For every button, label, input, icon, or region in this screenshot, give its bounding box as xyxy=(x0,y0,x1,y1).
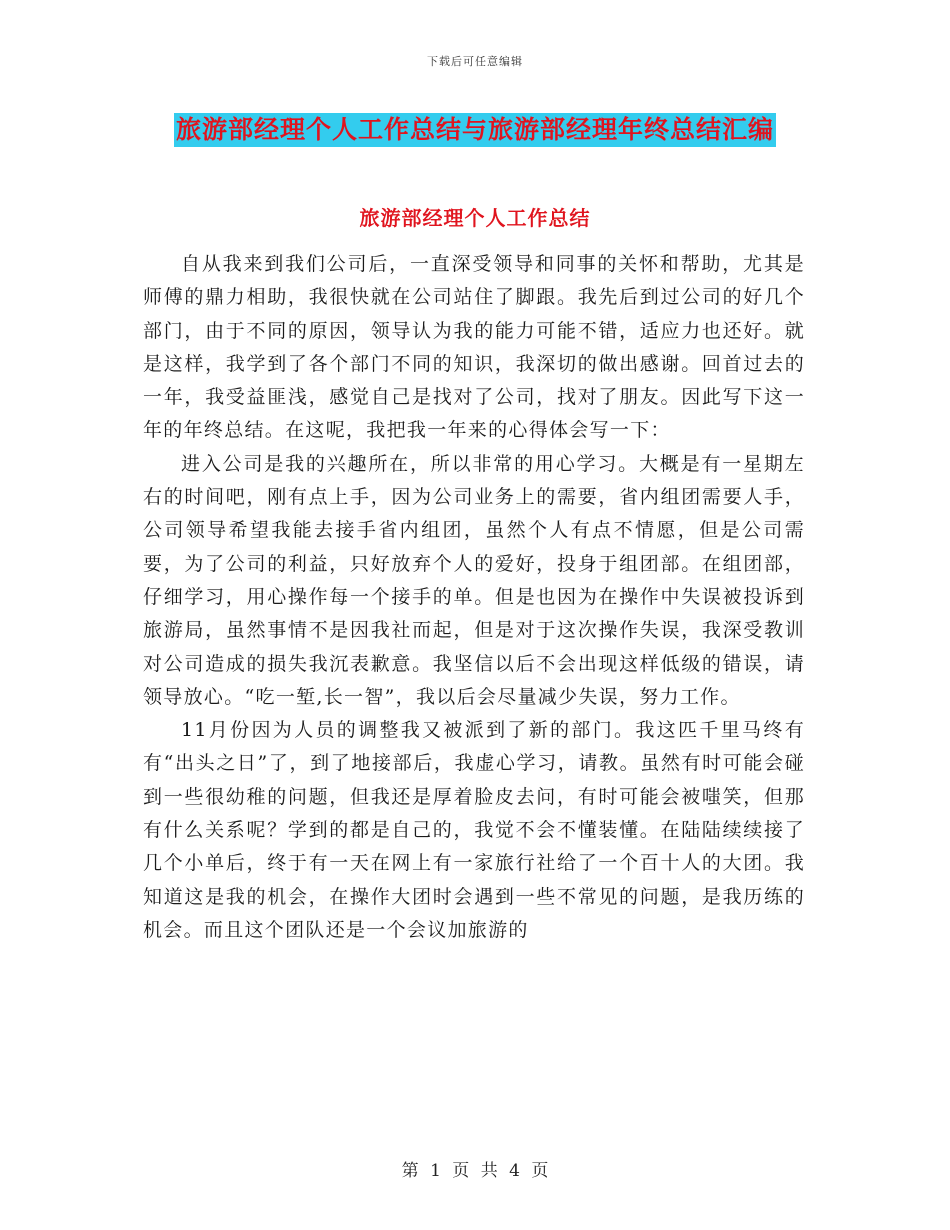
paragraph-3: 11月份因为人员的调整我又被派到了新的部门。我这匹千里马终有有“出头之日”了，到了地接部后，我虚心学习，请教。虽然有时可能会碰到一些很幼稚的问题，但我还是厚着脸皮去问，有时可能会被嗤笑，但那有什么关系呢？学到的都是自己的，我觉不会不懂装懂。在陆陆续续接了几个小单后，终于有一天在网上有一家旅行社给了一个百十人的大团。我知道这是我的机会，在操作大团时会遇到一些不常见的问题，是我历练的机会。而且这个团队还是一个会议加旅游的 xyxy=(143,719,805,941)
header-note: 下载后可任意编辑 xyxy=(427,55,523,68)
page-number-footer: 第 1 页 共 4 页 xyxy=(401,1161,549,1181)
section-title: 旅游部经理个人工作总结 xyxy=(359,206,591,230)
paragraph-2: 进入公司是我的兴趣所在，所以非常的用心学习。大概是有一星期左右的时间吧，刚有点上手，因为公司业务上的需要，省内组团需要人手，公司领导希望我能去接手省内组团，虽然个人有点不情愿，但是公司需要，为了公司的利益，只好放弃个人的爱好，投身于组团部。在组团部，仔细学习，用心操作每一个接手的单。但是也因为在操作中失误被投诉到旅游局，虽然事情不是因我社而起，但是对于这次操作失误，我深受教训对公司造成的损失我沉表歉意。我坚信以后不会出现这样低级的错误，请领导放心。“吃一堑,长一智”，我以后会尽量减少失误，努力工作。 xyxy=(143,452,805,708)
document-title: 旅游部经理个人工作总结与旅游部经理年终总结汇编 xyxy=(174,113,776,147)
paragraph-1: 自从我来到我们公司后，一直深受领导和同事的关怀和帮助，尤其是师傅的鼎力相助，我很快就在公司站住了脚跟。我先后到过公司的好几个部门，由于不同的原因，领导认为我的能力可能不错，适应力也还好。就是这样，我学到了各个部门不同的知识，我深切的做出感谢。回首过去的一年，我受益匪浅，感觉自己是找对了公司，找对了朋友。因此写下这一年的年终总结。在这呢，我把我一年来的心得体会写一下： xyxy=(143,253,805,442)
document-title-container xyxy=(0,113,950,147)
document-body xyxy=(143,248,805,947)
